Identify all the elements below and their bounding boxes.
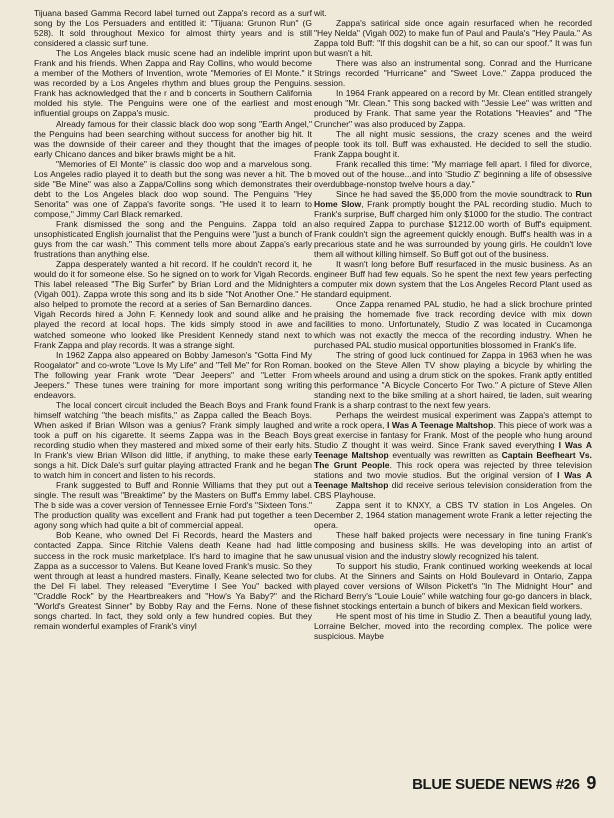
paragraph: Zappa sent it to KNXY, a CBS TV station in Los Angeles. On December 2, 1964 station management wrote Frank a letter rejecting the opera. — [314, 500, 592, 531]
paragraph: The string of good luck continued for Zappa in 1963 when he was booked on the Steve Allen TV show playing a bicycle by whirling the wheels around and using a drum stick on the spokes. Frank aptly entitled this performance "A Bicycle Concerto For Two." A picture of Steve Allen standing next to the bike smiling at a short haired, tie laden, suit wearing Frank is a sharp contrast to the next few years. — [314, 349, 592, 410]
magazine-title: BLUE SUEDE NEWS — [412, 776, 552, 793]
paragraph: The all night music sessions, the crazy scenes and the weird people took its toll. Buff was exhausted. He decided to sell the studio. Frank Zappa bought it. — [314, 128, 592, 159]
paragraph: Since he had saved the $5,000 from the movie soundtrack to Run Home Slow, Frank promptly bought the PAL recording studio. Much to Frank's surprise, Buff charged him only $1000 for the studio. The contract also required Zappa to purchase $1212.00 worth of Buff's equipment. Frank couldn't sign the agreement quickly enough. Buff's health was in a precarious state and he was surrounded by young girls. He couldn't love them all without killing himself. So Buff got out of the business. — [314, 188, 592, 260]
paragraph: Tijuana based Gamma Record label turned out Zappa's record as a surf song by the Los Persuaders and entitled it: "Tijuana: Grunon Run" (G 528). It sold throughout Mexico for almost thirty years and is still considered a classic surf tune. — [34, 8, 312, 49]
bold-title: I Was A Teenage Maltshop — [314, 440, 592, 461]
paragraph: It wasn't long before Buff resurfaced in the music business. As an engineer Buff had few equals. So he spent the next few years perfecting a computer mix down system that the Los Angeles Record Plant used as standard equipment. — [314, 259, 592, 300]
paragraph: wit. — [314, 8, 327, 18]
paragraph: In 1962 Zappa also appeared on Bobby Jameson's "Gotta Find My Roogalator" and co-wrote "Love Is My Life" and "Tell Me" for Ron Roman. The following year Frank wrote "Dear Jeepers" and "Letter From Jeepers." These tunes were training for more important song writing endeavors. — [34, 349, 312, 400]
bold-title: Run Home Slow — [314, 188, 592, 209]
paragraph: In 1964 Frank appeared on a record by Mr. Clean entitled strangely enough "Mr. Clean." This song backed with "Jessie Lee" was written and produced by Frank. That same year the Rotations "Heavies" and "The Cruncher" was also produced by Zappa. — [314, 88, 592, 129]
paragraph: Bob Keane, who owned Del Fi Records, heard the Masters and contacted Zappa. Since Ritchie Valens death Keane had had little success in the rock music marketplace. It's hard to imagine that he saw Zappa as a successor to Valens. But Keane loved Frank's music. So they went through at least a hundred masters. Finally, Keane selected two for the Del Fi label. They released "Everytime I See You" backed with "Craddle Rock" by the Heartbreakers and "How's Ya Baby?" and the "World's Greatest Sinner" by Bobby Ray and the Ferns. None of these songs charted. In fact, they sold only a few hundred copies. But they remain wonderful examples of Frank's vinyl — [34, 530, 312, 631]
page-footer — [318, 773, 596, 794]
paragraph: Frank recalled this time: "My marriage fell apart. I filed for divorce, moved out of the house...and into 'Studio Z' beginning a life of obsessive overdubbage-nonstop twelve hours a day." — [314, 158, 592, 189]
paragraph: He spent most of his time in Studio Z. Then a beautiful young lady, Lorraine Belcher, moved into the recording complex. The police were suspicious. Maybe — [314, 610, 592, 641]
paragraph: The Los Angeles black music scene had an indelible imprint upon Frank and his friends. When Zappa and Ray Collins, who would become a member of the Mothers of Invention, wrote "Memories of El Monte." it was recorded by a Los Angeles rhythm and blues group the Penguins. Frank has acknowledged that the r and b concerts in Southern California molded his style. The Penguins were one of the earliest and most influential groups on Zappa's music. — [34, 48, 312, 119]
paragraph: Perhaps the weirdest musical experiment was Zappa's attempt to write a rock opera, I Was A Teenage Maltshop. This piece of work was a great exercise in fantasy for Frank. Most of the people who hung around Studio Z thought it was weird. Since Frank saved everything I Was A Teenage Maltshop eventually was rewritten as Captain Beefheart Vs. The Grunt People. This rock opera was rejected by three television stations and two movie studios. But the original version of I Was A Teenage Maltshop did receive serious television consideration from the CBS Playhouse. — [314, 409, 592, 501]
paragraph: Zappa desperately wanted a hit record. If he couldn't record it, he would do it for someone else. So he signed on to work for Vigah Records. This label released "The Big Surfer" by Brian Lord and the Midnighters (Vigah 001). Zappa wrote this song and its b side "Not Another One." He also helped to promote the record at a series of San Bernardino dances. Vigah Records hired a John F. Kennedy look and sound alike and he played the record at local hops. The kids simply stood in awe and watched someone who looked like President Kennedy stand next to Frank Zappa and play records. It was a strange sight. — [34, 259, 312, 350]
paragraph: There was also an instrumental song. Conrad and the Hurricane Strings recorded "Hurricane" and "Sweet Love." Zappa produced the session. — [314, 58, 592, 89]
issue-number: #26 — [555, 776, 580, 793]
paragraph: Frank suggested to Buff and Ronnie Williams that they put out a single. The result was "Breaktime" by the Masters on Buff's Emmy label. The b side was a cover version of Tennessee Ernie Ford's "Sixteen Tons." The production quality was excellent and Frank had put together a teen agony song which had quite a bit of commercial appeal. — [34, 480, 312, 531]
bold-title: Captain Beefheart Vs. The Grunt People — [314, 450, 592, 471]
paragraph: To support his studio, Frank continued working weekends at local clubs. At the Sinners and Saints on Hold Boulevard in Ontario, Zappa played cover versions of Wilson Pickett's "In The Midnight Hour" and Richard Berry's "Louie Louie" while watching four go-go dancers in black, fishnet stockings entertain a bunch of bikers and Mexican field workers. — [314, 560, 592, 611]
bold-title: I Was A Teenage Maltshop — [314, 470, 592, 491]
paragraph: "Memories of El Monte" is classic doo wop and a marvelous song. Los Angeles radio played it to death but the song was never a hit. The b side "Be Mine" was also a Zappa/Collins song which demonstrates their debt to the Los Angeles black doo wop sound. The Penguins "Hey Senorita" was one of Zappa's favorite songs. "He used it to learn to compose," Jimmy Carl Black remarked. — [34, 158, 312, 219]
left-text-column — [34, 8, 312, 788]
paragraph: The local concert circuit included the Beach Boys and Frank found himself watching "the beach misfits," as Zappa called the Beach Boys. When asked if Brian Wilson was a genius? Frank simply laughed and took a puff on his cigarette. It seems Zappa was in the Beach Boys recording studio when they mastered and mixed some of their early hits. In Frank's view Brian Wilson did little, if anything, to make these early songs a hit. Dick Dale's surf guitar playing attracted Frank and he began to watch him in concert and listen to his records. — [34, 399, 312, 481]
right-text-column — [314, 8, 592, 764]
paragraph: Zappa's satirical side once again resurfaced when he recorded "Hey Nelda" (Vigah 002) to make fun of Paul and Paula's "Hey Paula." As Zappa told Buff: "If this dogshit can be a hit, so can our spoof." It was fun but wasn't a hit. — [314, 18, 592, 59]
bold-title: I Was A Teenage Maltshop — [386, 419, 494, 430]
page-number: 9 — [586, 773, 596, 793]
paragraph: Once Zappa renamed PAL studio, he had a slick brochure printed praising the homemade five track recording device with mix down facilities to mono. Unfortunately, Studio Z was located in Cucamonga which was not exactly the mecca of the recording industry. When he purchased PAL studio musical opportunities blossomed in Frank's life. — [314, 299, 592, 350]
paragraph: These half baked projects were necessary in fine tuning Frank's composing and business skills. He was developing into an artist of unusual vision and the industry slowly recognized his talent. — [314, 530, 592, 561]
paragraph: Frank dismissed the song and the Penguins. Zappa told an unsophisticated English journalist that the Penguins were "just a bunch of guys from the car wash." This comment tells more about Zappa's early frustrations than anything else. — [34, 218, 312, 260]
paragraph: Already famous for their classic black doo wop song "Earth Angel," the Penguins had been searching without success for another big hit. It was the downside of their career and they thought that the images of early Chicano dances and biker brawls might be a hit. — [34, 118, 312, 159]
